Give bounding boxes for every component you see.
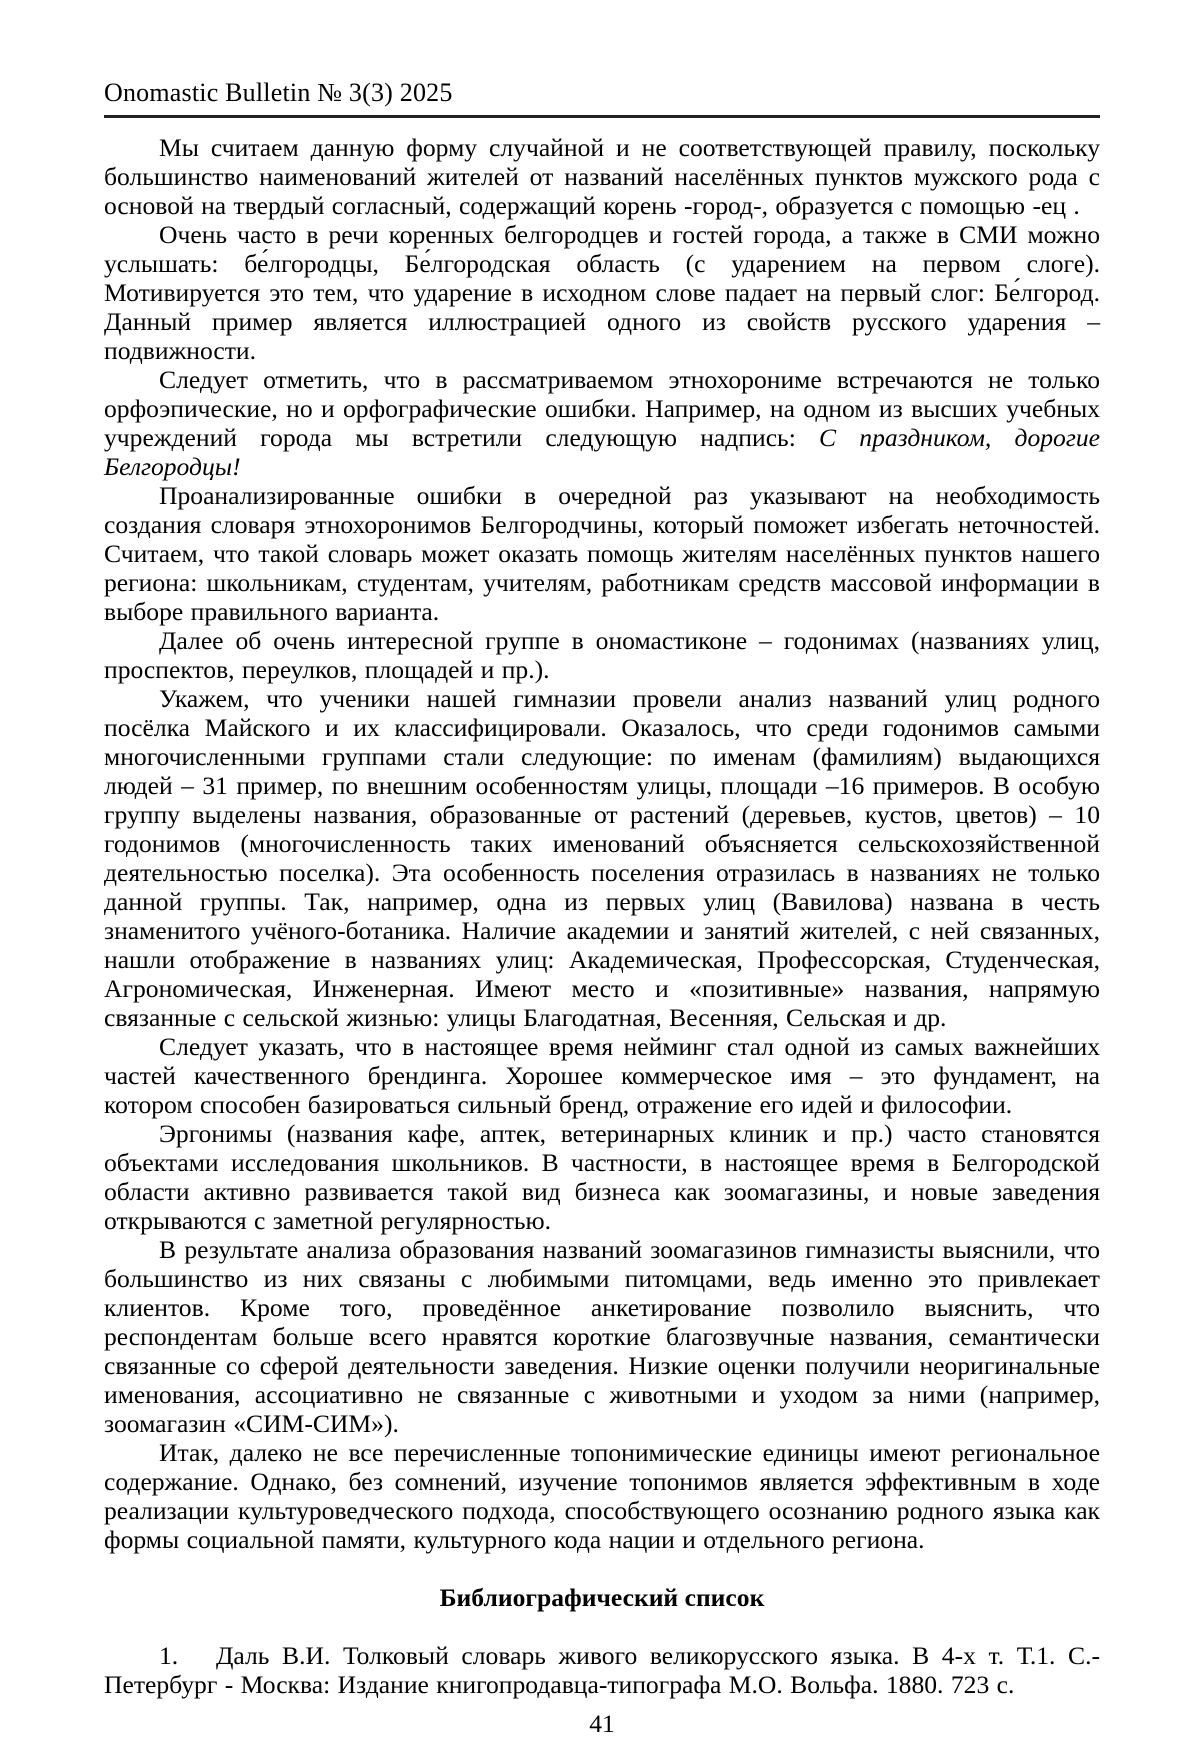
page-number: 41	[589, 1709, 615, 1738]
paragraph	[104, 1119, 1100, 1235]
paragraph	[104, 481, 1100, 626]
italic-quote: С праздником, дорогие Белгородцы!	[104, 423, 1100, 481]
paragraph-text: Мы считаем данную форму случайной и не соответствующей правилу, поскольку большинство наименований жителей от названий населённых пунктов мужского рода с основой на твердый согласный, содержащий корень -город-, образуется с помощью -ец .	[104, 133, 1100, 220]
paragraph-text: Укажем, что ученики нашей гимназии провели анализ названий улиц родного посёлка Майского и их классифицировали. Оказалось, что среди годонимов самыми многочисленными группами стали следующие: по именам (фамилиям) выдающихся людей – 31 пример, по внешним особенностям улицы, площади –16 примеров. В особую группу выделены названия, образованные от растений (деревьев, кустов, цветов) – 10 годонимов (многочисленность таких именований объясняется сельскохозяйственной деятельностью поселка). Эта особенность поселения отразилась в названиях не только данной группы. Так, например, одна из первых улиц (Вавилова) названа в честь знаменитого учёного-ботаника. Наличие академии и занятий жителей, с ней связанных, нашли отображение в названиях улиц: Академическая, Профессорская, Студенческая, Агрономическая, Инженерная. Имеют место и «позитивные» названия, напрямую связанные с сельской жизнью: улицы Благодатная, Весенняя, Сельская и др.	[104, 684, 1100, 1032]
bibliography-heading: Библиографический список	[439, 1583, 765, 1612]
journal-running-head: Onomastic Bulletin № 3(3) 2025	[104, 78, 1100, 118]
paragraph	[104, 1438, 1100, 1554]
paragraph	[104, 1032, 1100, 1119]
paragraph	[104, 626, 1100, 684]
paragraph-text: В результате анализа образования названий зоомагазинов гимназисты выяснили, что большинство из них связаны с любимыми питомцами, ведь именно это привлекает клиентов. Кроме того, проведённое анкетирование позволило выяснить, что респондентам больше всего нравятся короткие благозвучные названия, семантически связанные со сферой деятельности заведения. Низкие оценки получили неоригинальные именования, ассоциативно не связанные с животными и уходом за ними (например, зоомагазин «СИМ-СИМ»).	[104, 1235, 1100, 1438]
bibliography-entry: 1. Даль В.И. Толковый словарь живого великорусского языка. В 4-х т. Т.1. С.-Петербург - Москва: Издание книгопродавца-типографа М.О. Вольфа. 1880. 723 с.	[104, 1641, 1100, 1699]
paragraph-text: Далее об очень интересной группе в ономастиконе – годонимах (названиях улиц, проспектов, переулков, площадей и пр.).	[104, 626, 1100, 684]
paragraph	[104, 684, 1100, 1032]
paragraph	[104, 220, 1100, 365]
paragraph-text: Очень часто в речи коренных белгородцев и гостей города, а также в СМИ можно услышать: бе́лгородцы, Бе́лгородская область (с ударением на первом слоге). Мотивируется это тем, что ударение в исходном слове падает на первый слог: Бе́лгород. Данный пример является иллюстрацией одного из свойств русского ударения – подвижности.	[104, 220, 1100, 365]
paragraph-text: Эргонимы (названия кафе, аптек, ветеринарных клиник и пр.) часто становятся объектами исследования школьников. В частности, в настоящее время в Белгородской области активно развивается такой вид бизнеса как зоомагазины, и новые заведения открываются с заметной регулярностью.	[104, 1119, 1100, 1235]
paragraph-text: Следует указать, что в настоящее время нейминг стал одной из самых важнейших частей качественного брендинга. Хорошее коммерческое имя – это фундамент, на котором способен базироваться сильный бренд, отражение его идей и философии.	[104, 1032, 1100, 1119]
paragraph	[104, 1235, 1100, 1438]
paragraph	[104, 133, 1100, 220]
paragraph-text: Следует отметить, что в рассматриваемом этнохорониме встречаются не только орфоэпические, но и орфографические ошибки. Например, на одном из высших учебных учреждений города мы встретили следующую надпись:	[104, 365, 1100, 452]
paragraph	[104, 365, 1100, 481]
paragraph-text: Проанализированные ошибки в очередной раз указывают на необходимость создания словаря этнохоронимов Белгородчины, который поможет избегать неточностей. Считаем, что такой словарь может оказать помощь жителям населённых пунктов нашего региона: школьникам, студентам, учителям, работникам средств массовой информации в выборе правильного варианта.	[104, 481, 1100, 626]
paragraph-text: Итак, далеко не все перечисленные топонимические единицы имеют региональное содержание. Однако, без сомнений, изучение топонимов является эффективным в ходе реализации культуроведческого подхода, способствующего осознанию родного языка как формы социальной памяти, культурного кода нации и отдельного региона.	[104, 1438, 1100, 1554]
body-text	[104, 133, 1100, 1554]
bibliography-list	[104, 1641, 1100, 1699]
